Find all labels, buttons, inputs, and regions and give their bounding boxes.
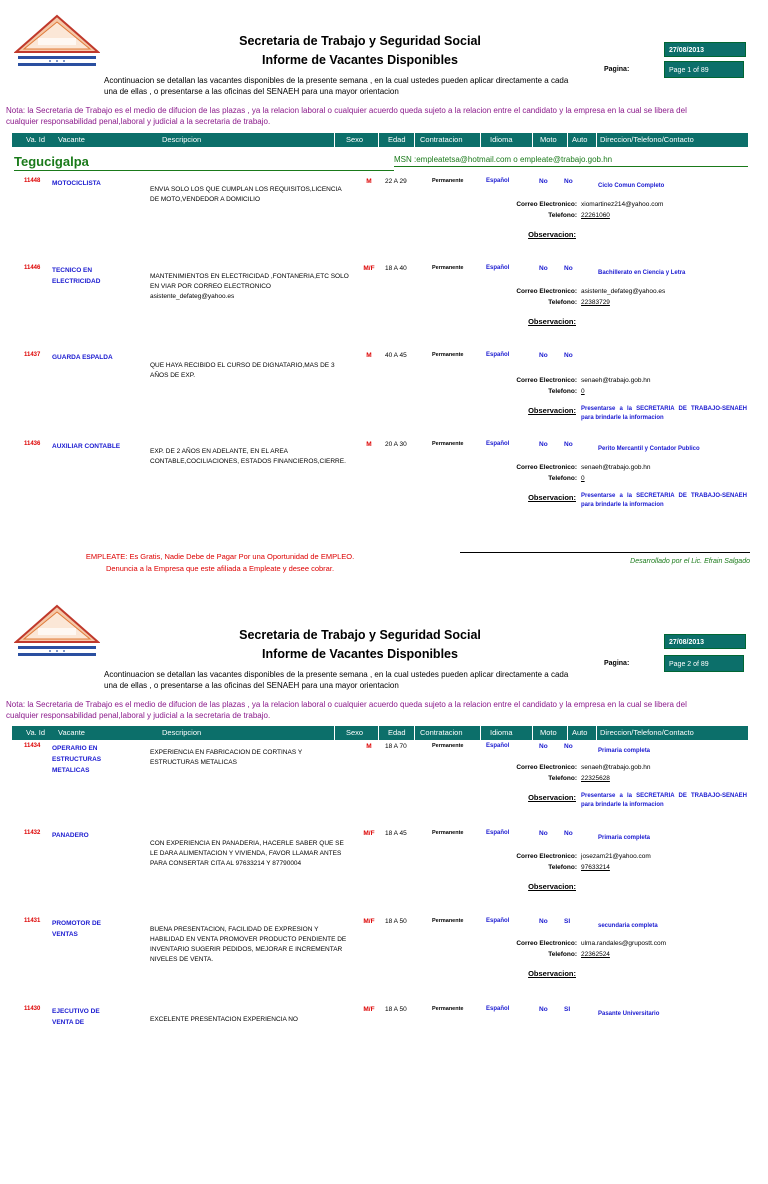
vacancy-sex: M (366, 441, 372, 448)
vacancy-title[interactable]: TECNICO EN ELECTRICIDAD (52, 267, 101, 285)
vacancy-age: 40 A 45 (385, 352, 407, 359)
pagina-label: Pagina: (604, 66, 630, 73)
observacion-label: Observacion: (528, 882, 576, 891)
vacancy-sex: M (366, 178, 372, 185)
observacion-label: Observacion: (528, 969, 576, 978)
observacion-text: Presentarse a la SECRETARIA DE TRABAJO-SENAEH para brindarle la informacion (581, 493, 747, 508)
footer-divider (460, 552, 750, 553)
vacancy-language: Español (486, 1006, 510, 1012)
vacancy-age: 22 A 29 (385, 178, 407, 185)
telefono-value[interactable]: 22325628 (581, 775, 610, 782)
vacancy-description: QUE HAYA RECIBIDO EL CURSO DE DIGNATARIO,MAS DE 3 AÑOS DE EXP. (150, 362, 335, 379)
vacancy-id: 11431 (24, 918, 41, 924)
correo-label: Correo Electronico: (516, 940, 577, 947)
intro-text: Acontinuacion se detallan las vacantes disponibles de la presente semana , en la cual ustedes pueden aplicar directamente a cada una de ellas , o presentarse a las oficinas del SENAEH para una mayor orientacion (104, 76, 569, 96)
observacion-label: Observacion: (528, 793, 576, 802)
telefono-label: Telefono: (548, 212, 577, 219)
vacancy-id: 11436 (24, 441, 41, 447)
telefono-label: Telefono: (548, 299, 577, 306)
vacancy-contract: Permanente (432, 918, 464, 924)
vacancy-contract: Permanente (432, 265, 464, 271)
vacancy-title[interactable]: MOTOCICLISTA (52, 180, 101, 187)
vacancy-contract: Permanente (432, 1006, 464, 1012)
msn-contact: MSN :empleatetsa@hotmail.com o empleate@trabajo.gob.hn (394, 155, 613, 164)
correo-label: Correo Electronico: (516, 853, 577, 860)
vacancy-title[interactable]: PANADERO (52, 832, 89, 839)
vacancy-language: Español (486, 441, 510, 447)
vacancy-language: Español (486, 743, 510, 749)
ministry-logo (14, 604, 100, 660)
report-company-warning: Denuncia a la Empresa que este afiliada a Empleate y desee cobrar. (105, 564, 335, 573)
telefono-label: Telefono: (548, 864, 577, 871)
vacancy-description: EXP. DE 2 AÑOS EN ADELANTE, EN EL AREA CONTABLE,COCILIACIONES, ESTADOS FINANCIEROS,CIERRE. (150, 448, 346, 465)
telefono-label: Telefono: (548, 388, 577, 395)
vacancy-description: CON EXPERIENCIA EN PANADERIA, HACERLE SABER QUE SE LE DARA ALIMENTACION Y VIVIENDA, FAVOR LLAMAR ANTES PARA CONSERTAR CITA AL 97633214 Y 87790004 (150, 840, 344, 867)
col-moto: Moto (540, 135, 557, 144)
vacancy-age: 18 A 50 (385, 918, 407, 925)
col-idioma: Idioma (490, 135, 513, 144)
correo-value[interactable]: josezam21@yahoo.com (581, 853, 651, 860)
vacancy-education: Bachillerato en Ciencia y Letra (598, 270, 686, 276)
vacancy-title[interactable]: EJECUTIVO DE VENTA DE (52, 1008, 100, 1026)
telefono-value[interactable]: 0 (581, 475, 585, 482)
col-moto: Moto (540, 728, 557, 737)
correo-value[interactable]: asistente_defateg@yahoo.es (581, 288, 666, 295)
vacancy-language: Español (486, 178, 510, 184)
report-subtitle: Informe de Vacantes Disponibles (262, 53, 458, 67)
vacancy-moto: No (539, 830, 548, 837)
vacancy-sex: M/F (363, 265, 375, 272)
vacancy-auto: SI (564, 1006, 571, 1013)
col-descripcion: Descripcion (162, 728, 202, 737)
report-date: 27/08/2013 (664, 42, 746, 57)
col-vacante: Vacante (58, 728, 85, 737)
col-contratacion: Contratacion (420, 135, 463, 144)
ministry-logo (14, 14, 100, 70)
correo-value[interactable]: senaeh@trabajo.gob.hn (581, 764, 651, 771)
vacancy-auto: No (564, 352, 573, 359)
vacancy-id: 11430 (24, 1006, 41, 1012)
col-sexo: Sexo (346, 728, 364, 737)
vacancy-title[interactable]: OPERARIO EN ESTRUCTURAS METALICAS (52, 745, 102, 774)
report-title: Secretaria de Trabajo y Seguridad Social (239, 628, 481, 642)
pagina-label: Pagina: (604, 660, 630, 667)
report-page-1 (0, 0, 768, 590)
vacancy-age: 18 A 70 (385, 743, 407, 750)
column-header-bar (12, 133, 748, 147)
vacancy-age: 18 A 40 (385, 265, 407, 272)
observacion-label: Observacion: (528, 230, 576, 239)
col-edad: Edad (388, 135, 406, 144)
vacancy-sex: M/F (363, 830, 375, 837)
vacancy-moto: No (539, 743, 548, 750)
report-title: Secretaria de Trabajo y Seguridad Social (239, 34, 481, 48)
telefono-value[interactable]: 22261060 (581, 212, 610, 219)
telefono-value[interactable]: 0 (581, 388, 585, 395)
column-header-bar (12, 726, 748, 740)
vacancy-auto: No (564, 178, 573, 185)
col-contacto: Direccion/Telefono/Contacto (600, 728, 694, 737)
vacancy-language: Español (486, 830, 510, 836)
vacancy-sex: M/F (363, 918, 375, 925)
vacancy-language: Español (486, 265, 510, 271)
telefono-label: Telefono: (548, 475, 577, 482)
col-id: Va. Id (26, 135, 46, 144)
vacancy-moto: No (539, 352, 548, 359)
vacancy-education: Pasante Universitario (598, 1011, 660, 1017)
vacancy-description: EXCELENTE PRESENTACION EXPERIENCIA NO (150, 1016, 298, 1023)
vacancy-age: 18 A 45 (385, 830, 407, 837)
vacancy-auto: No (564, 441, 573, 448)
vacancy-description: EXPERIENCIA EN FABRICACION DE CORTINAS Y ESTRUCTURAS METALICAS (150, 749, 303, 766)
report-date: 27/08/2013 (664, 634, 746, 649)
vacancy-sex: M (366, 743, 372, 750)
vacancy-moto: No (539, 918, 548, 925)
vacancy-age: 20 A 30 (385, 441, 407, 448)
vacancy-moto: No (539, 178, 548, 185)
observacion-label: Observacion: (528, 406, 576, 415)
report-page-2 (0, 594, 768, 1184)
correo-value[interactable]: senaeh@trabajo.gob.hn (581, 377, 651, 384)
vacancy-auto: SI (564, 918, 571, 925)
city-underline (14, 170, 394, 171)
msn-underline (394, 166, 748, 167)
vacancy-auto: No (564, 743, 573, 750)
correo-value[interactable]: xiomartinez214@yahoo.com (581, 201, 664, 208)
correo-value[interactable]: senaeh@trabajo.gob.hn (581, 464, 651, 471)
col-edad: Edad (388, 728, 406, 737)
correo-label: Correo Electronico: (516, 201, 577, 208)
page-indicator: Page 1 of 89 (664, 61, 744, 78)
vacancy-language: Español (486, 352, 510, 358)
vacancy-language: Español (486, 918, 510, 924)
vacancy-age: 18 A 50 (385, 1006, 407, 1013)
col-idioma: Idioma (490, 728, 513, 737)
observacion-text: Presentarse a la SECRETARIA DE TRABAJO-SENAEH para brindarle la informacion (581, 406, 747, 421)
col-contacto: Direccion/Telefono/Contacto (600, 135, 694, 144)
col-auto: Auto (572, 135, 588, 144)
vacancy-moto: No (539, 441, 548, 448)
correo-label: Correo Electronico: (516, 764, 577, 771)
vacancy-contract: Permanente (432, 352, 464, 358)
vacancy-contract: Permanente (432, 743, 464, 749)
vacancy-description: ENVIA SOLO LOS QUE CUMPLAN LOS REQUISITOS,LICENCIA DE MOTO,VENDEDOR A DOMICILIO (150, 186, 342, 203)
telefono-label: Telefono: (548, 775, 577, 782)
vacancy-education: Perito Mercantil y Contador Publico (598, 446, 700, 452)
col-sexo: Sexo (346, 135, 364, 144)
col-auto: Auto (572, 728, 588, 737)
vacancy-moto: No (539, 265, 548, 272)
city-heading: Tegucigalpa (14, 154, 89, 169)
developer-credit: Desarrollado por el Lic. Efrain Salgado (630, 558, 750, 565)
correo-label: Correo Electronico: (516, 464, 577, 471)
telefono-label: Telefono: (548, 951, 577, 958)
correo-label: Correo Electronico: (516, 288, 577, 295)
vacancy-title[interactable]: GUARDA ESPALDA (52, 354, 113, 361)
vacancy-id: 11448 (24, 178, 41, 184)
observacion-label: Observacion: (528, 317, 576, 326)
vacancy-id: 11434 (24, 743, 41, 749)
telefono-value[interactable]: 22383729 (581, 299, 610, 306)
observacion-text: Presentarse a la SECRETARIA DE TRABAJO-SENAEH para brindarle la informacion (581, 793, 747, 808)
vacancy-description: BUENA PRESENTACION, FACILIDAD DE EXPRESION Y HABILIDAD EN VENTA PROMOVER PRODUCTO PENDIENTE DE INVENTARIO SUGERIR PEDIDOS, MEJORAR E INCREMENTAR NIVELES DE VENTA. (150, 926, 347, 963)
col-contratacion: Contratacion (420, 728, 463, 737)
vacancy-education: Primaria completa (598, 835, 651, 841)
vacancy-id: 11432 (24, 830, 41, 836)
vacancy-title[interactable]: AUXILIAR CONTABLE (52, 443, 121, 450)
report-subtitle: Informe de Vacantes Disponibles (262, 647, 458, 661)
vacancy-education: Ciclo Comun Completo (598, 183, 665, 189)
legal-note: Nota: la Secretaria de Trabajo es el medio de difucion de las plazas , ya la relacion laboral o cualquier acuerdo queda sujeto a la relacion entre el candidato y la empresa en la cual se libera del cualquier responsabilidad penal,laboral y judicial a la secretaria de trabajo. (6, 700, 687, 720)
page-indicator: Page 2 of 89 (664, 655, 744, 672)
vacancy-id: 11446 (24, 265, 41, 271)
vacancy-auto: No (564, 265, 573, 272)
col-id: Va. Id (26, 728, 46, 737)
legal-note: Nota: la Secretaria de Trabajo es el medio de difucion de las plazas , ya la relacion laboral o cualquier acuerdo queda sujeto a la relacion entre el candidato y la empresa en la cual se libera del cualquier responsabilidad penal,laboral y judicial a la secretaria de trabajo. (6, 106, 687, 126)
observacion-label: Observacion: (528, 493, 576, 502)
vacancy-education: Primaria completa (598, 748, 651, 754)
vacancy-contract: Permanente (432, 178, 464, 184)
vacancy-contract: Permanente (432, 441, 464, 447)
vacancy-contract: Permanente (432, 830, 464, 836)
col-vacante: Vacante (58, 135, 85, 144)
vacancy-sex: M/F (363, 1006, 375, 1013)
vacancy-sex: M (366, 352, 372, 359)
vacancy-description: MANTENIMIENTOS EN ELECTRICIDAD ,FONTANERIA,ETC SOLO EN VIAR POR CORREO ELECTRONICO asistente_defateg@yahoo.es (150, 273, 349, 300)
intro-text: Acontinuacion se detallan las vacantes disponibles de la presente semana , en la cual ustedes pueden aplicar directamente a cada una de ellas , o presentarse a las oficinas del SENAEH para una mayor orientacion (104, 670, 569, 690)
correo-value[interactable]: ulma.randales@grupostt.com (581, 940, 666, 947)
free-service-warning: EMPLEATE: Es Gratis, Nadie Debe de Pagar Por una Oportunidad de EMPLEO. (85, 552, 355, 561)
vacancy-moto: No (539, 1006, 548, 1013)
vacancy-education: secundaria completa (598, 923, 658, 929)
vacancy-auto: No (564, 830, 573, 837)
vacancy-title[interactable]: PROMOTOR DE VENTAS (52, 920, 101, 938)
col-descripcion: Descripcion (162, 135, 202, 144)
correo-label: Correo Electronico: (516, 377, 577, 384)
vacancy-id: 11437 (24, 352, 41, 358)
telefono-value[interactable]: 22362524 (581, 951, 610, 958)
telefono-value[interactable]: 97633214 (581, 864, 610, 871)
